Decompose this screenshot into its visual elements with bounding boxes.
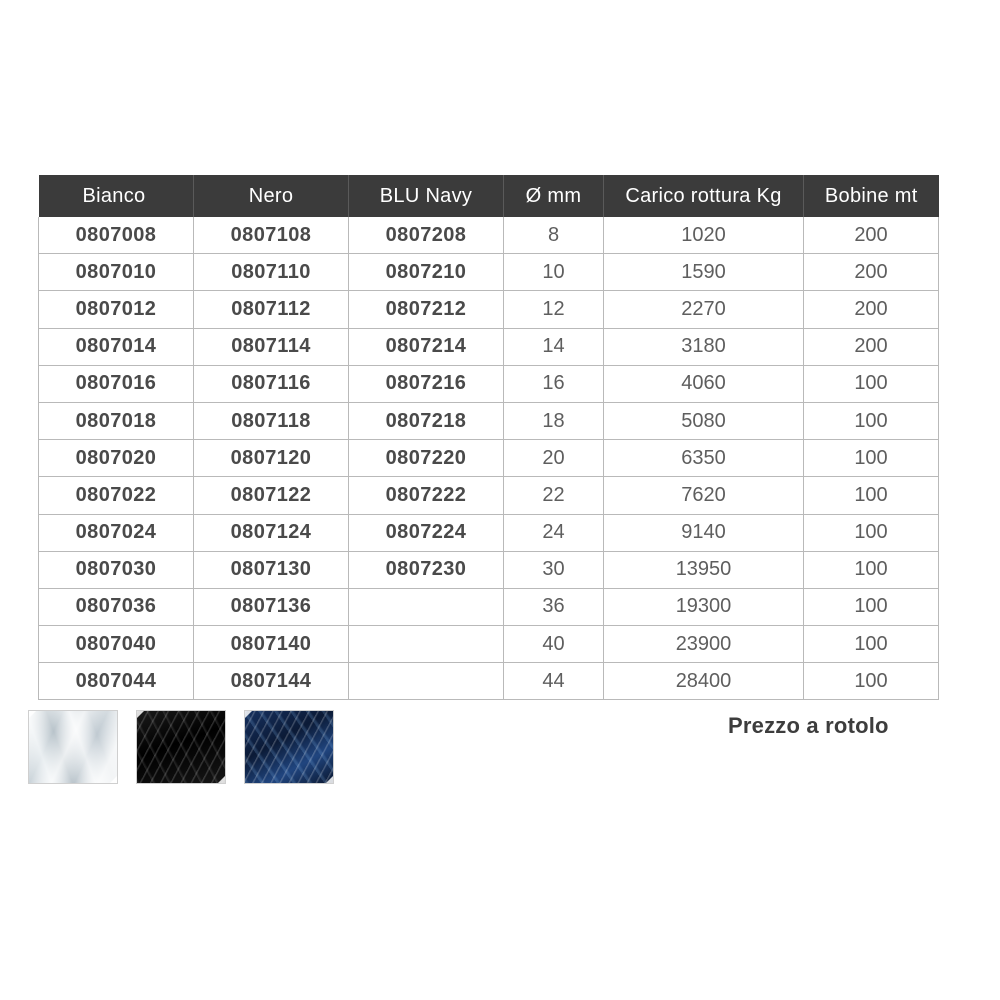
column-header-nero: Nero	[194, 175, 349, 217]
cell-breaking-load: 13950	[604, 551, 804, 588]
cell-spool-length: 100	[804, 365, 939, 402]
cell-spool-length: 100	[804, 551, 939, 588]
column-header-bianco: Bianco	[39, 175, 194, 217]
cell-bianco: 0807036	[39, 588, 194, 625]
cell-breaking-load: 7620	[604, 477, 804, 514]
cell-bianco: 0807044	[39, 663, 194, 700]
cell-diameter: 20	[504, 440, 604, 477]
corner-fold-icon	[218, 776, 225, 783]
table-row	[39, 440, 939, 477]
cell-bianco: 0807014	[39, 328, 194, 365]
header-row	[39, 175, 939, 217]
table-row	[39, 365, 939, 402]
cell-spool-length: 100	[804, 477, 939, 514]
corner-fold-icon	[137, 711, 144, 718]
cell-navy: 0807214	[349, 328, 504, 365]
cell-breaking-load: 5080	[604, 402, 804, 439]
cell-nero: 0807120	[194, 440, 349, 477]
cell-spool-length: 100	[804, 402, 939, 439]
cell-breaking-load: 1020	[604, 217, 804, 254]
cell-diameter: 16	[504, 365, 604, 402]
corner-fold-icon	[245, 711, 252, 718]
cell-navy: 0807212	[349, 291, 504, 328]
cell-bianco: 0807022	[39, 477, 194, 514]
cell-navy: 0807224	[349, 514, 504, 551]
cell-spool-length: 200	[804, 328, 939, 365]
cell-nero: 0807136	[194, 588, 349, 625]
table-row	[39, 551, 939, 588]
cell-spool-length: 100	[804, 514, 939, 551]
cell-navy	[349, 663, 504, 700]
cell-breaking-load: 28400	[604, 663, 804, 700]
cell-bianco: 0807010	[39, 254, 194, 291]
cell-bianco: 0807012	[39, 291, 194, 328]
cell-diameter: 44	[504, 663, 604, 700]
cell-spool-length: 100	[804, 440, 939, 477]
cell-diameter: 18	[504, 402, 604, 439]
cell-navy: 0807222	[349, 477, 504, 514]
cell-bianco: 0807008	[39, 217, 194, 254]
cell-diameter: 14	[504, 328, 604, 365]
spec-table-body	[39, 217, 939, 700]
cell-navy	[349, 626, 504, 663]
cell-bianco: 0807040	[39, 626, 194, 663]
cell-diameter: 40	[504, 626, 604, 663]
cell-diameter: 30	[504, 551, 604, 588]
price-note: Prezzo a rotolo	[728, 713, 889, 738]
cell-navy: 0807208	[349, 217, 504, 254]
corner-fold-icon	[110, 776, 117, 783]
cell-bianco: 0807018	[39, 402, 194, 439]
cell-nero: 0807124	[194, 514, 349, 551]
cell-nero: 0807112	[194, 291, 349, 328]
cell-navy: 0807210	[349, 254, 504, 291]
cell-breaking-load: 23900	[604, 626, 804, 663]
swatch-navy	[244, 710, 334, 784]
cell-breaking-load: 1590	[604, 254, 804, 291]
table-row	[39, 402, 939, 439]
cell-navy: 0807220	[349, 440, 504, 477]
column-header-blu-navy: BLU Navy	[349, 175, 504, 217]
cell-spool-length: 200	[804, 217, 939, 254]
spec-table-head	[39, 175, 939, 217]
column-header-diameter: Ø mm	[504, 175, 604, 217]
corner-fold-icon	[29, 711, 36, 718]
cell-bianco: 0807030	[39, 551, 194, 588]
table-row	[39, 626, 939, 663]
table-row	[39, 328, 939, 365]
cell-diameter: 36	[504, 588, 604, 625]
cell-diameter: 24	[504, 514, 604, 551]
cell-nero: 0807110	[194, 254, 349, 291]
cell-diameter: 22	[504, 477, 604, 514]
cell-breaking-load: 6350	[604, 440, 804, 477]
column-header-breaking-load: Carico rottura Kg	[604, 175, 804, 217]
cell-navy	[349, 588, 504, 625]
cell-bianco: 0807020	[39, 440, 194, 477]
table-row	[39, 291, 939, 328]
cell-breaking-load: 4060	[604, 365, 804, 402]
cell-bianco: 0807024	[39, 514, 194, 551]
column-header-spool-length: Bobine mt	[804, 175, 939, 217]
cell-spool-length: 100	[804, 588, 939, 625]
cell-nero: 0807130	[194, 551, 349, 588]
cell-breaking-load: 2270	[604, 291, 804, 328]
table-row	[39, 254, 939, 291]
cell-spool-length: 100	[804, 626, 939, 663]
cell-spool-length: 100	[804, 663, 939, 700]
color-swatch-gallery	[28, 710, 334, 784]
cell-nero: 0807122	[194, 477, 349, 514]
swatch-nero	[136, 710, 226, 784]
cell-navy: 0807230	[349, 551, 504, 588]
table-row	[39, 514, 939, 551]
spec-table	[38, 175, 939, 700]
table-row	[39, 217, 939, 254]
cell-diameter: 8	[504, 217, 604, 254]
cell-nero: 0807140	[194, 626, 349, 663]
cell-spool-length: 200	[804, 291, 939, 328]
cell-navy: 0807218	[349, 402, 504, 439]
cell-diameter: 10	[504, 254, 604, 291]
cell-nero: 0807118	[194, 402, 349, 439]
cell-breaking-load: 3180	[604, 328, 804, 365]
cell-navy: 0807216	[349, 365, 504, 402]
table-row	[39, 663, 939, 700]
cell-bianco: 0807016	[39, 365, 194, 402]
cell-nero: 0807116	[194, 365, 349, 402]
cell-diameter: 12	[504, 291, 604, 328]
table-row	[39, 477, 939, 514]
corner-fold-icon	[326, 776, 333, 783]
swatch-bianco	[28, 710, 118, 784]
cell-spool-length: 200	[804, 254, 939, 291]
spec-table-container	[38, 175, 938, 700]
table-row	[39, 588, 939, 625]
cell-nero: 0807108	[194, 217, 349, 254]
cell-nero: 0807144	[194, 663, 349, 700]
cell-nero: 0807114	[194, 328, 349, 365]
cell-breaking-load: 19300	[604, 588, 804, 625]
cell-breaking-load: 9140	[604, 514, 804, 551]
